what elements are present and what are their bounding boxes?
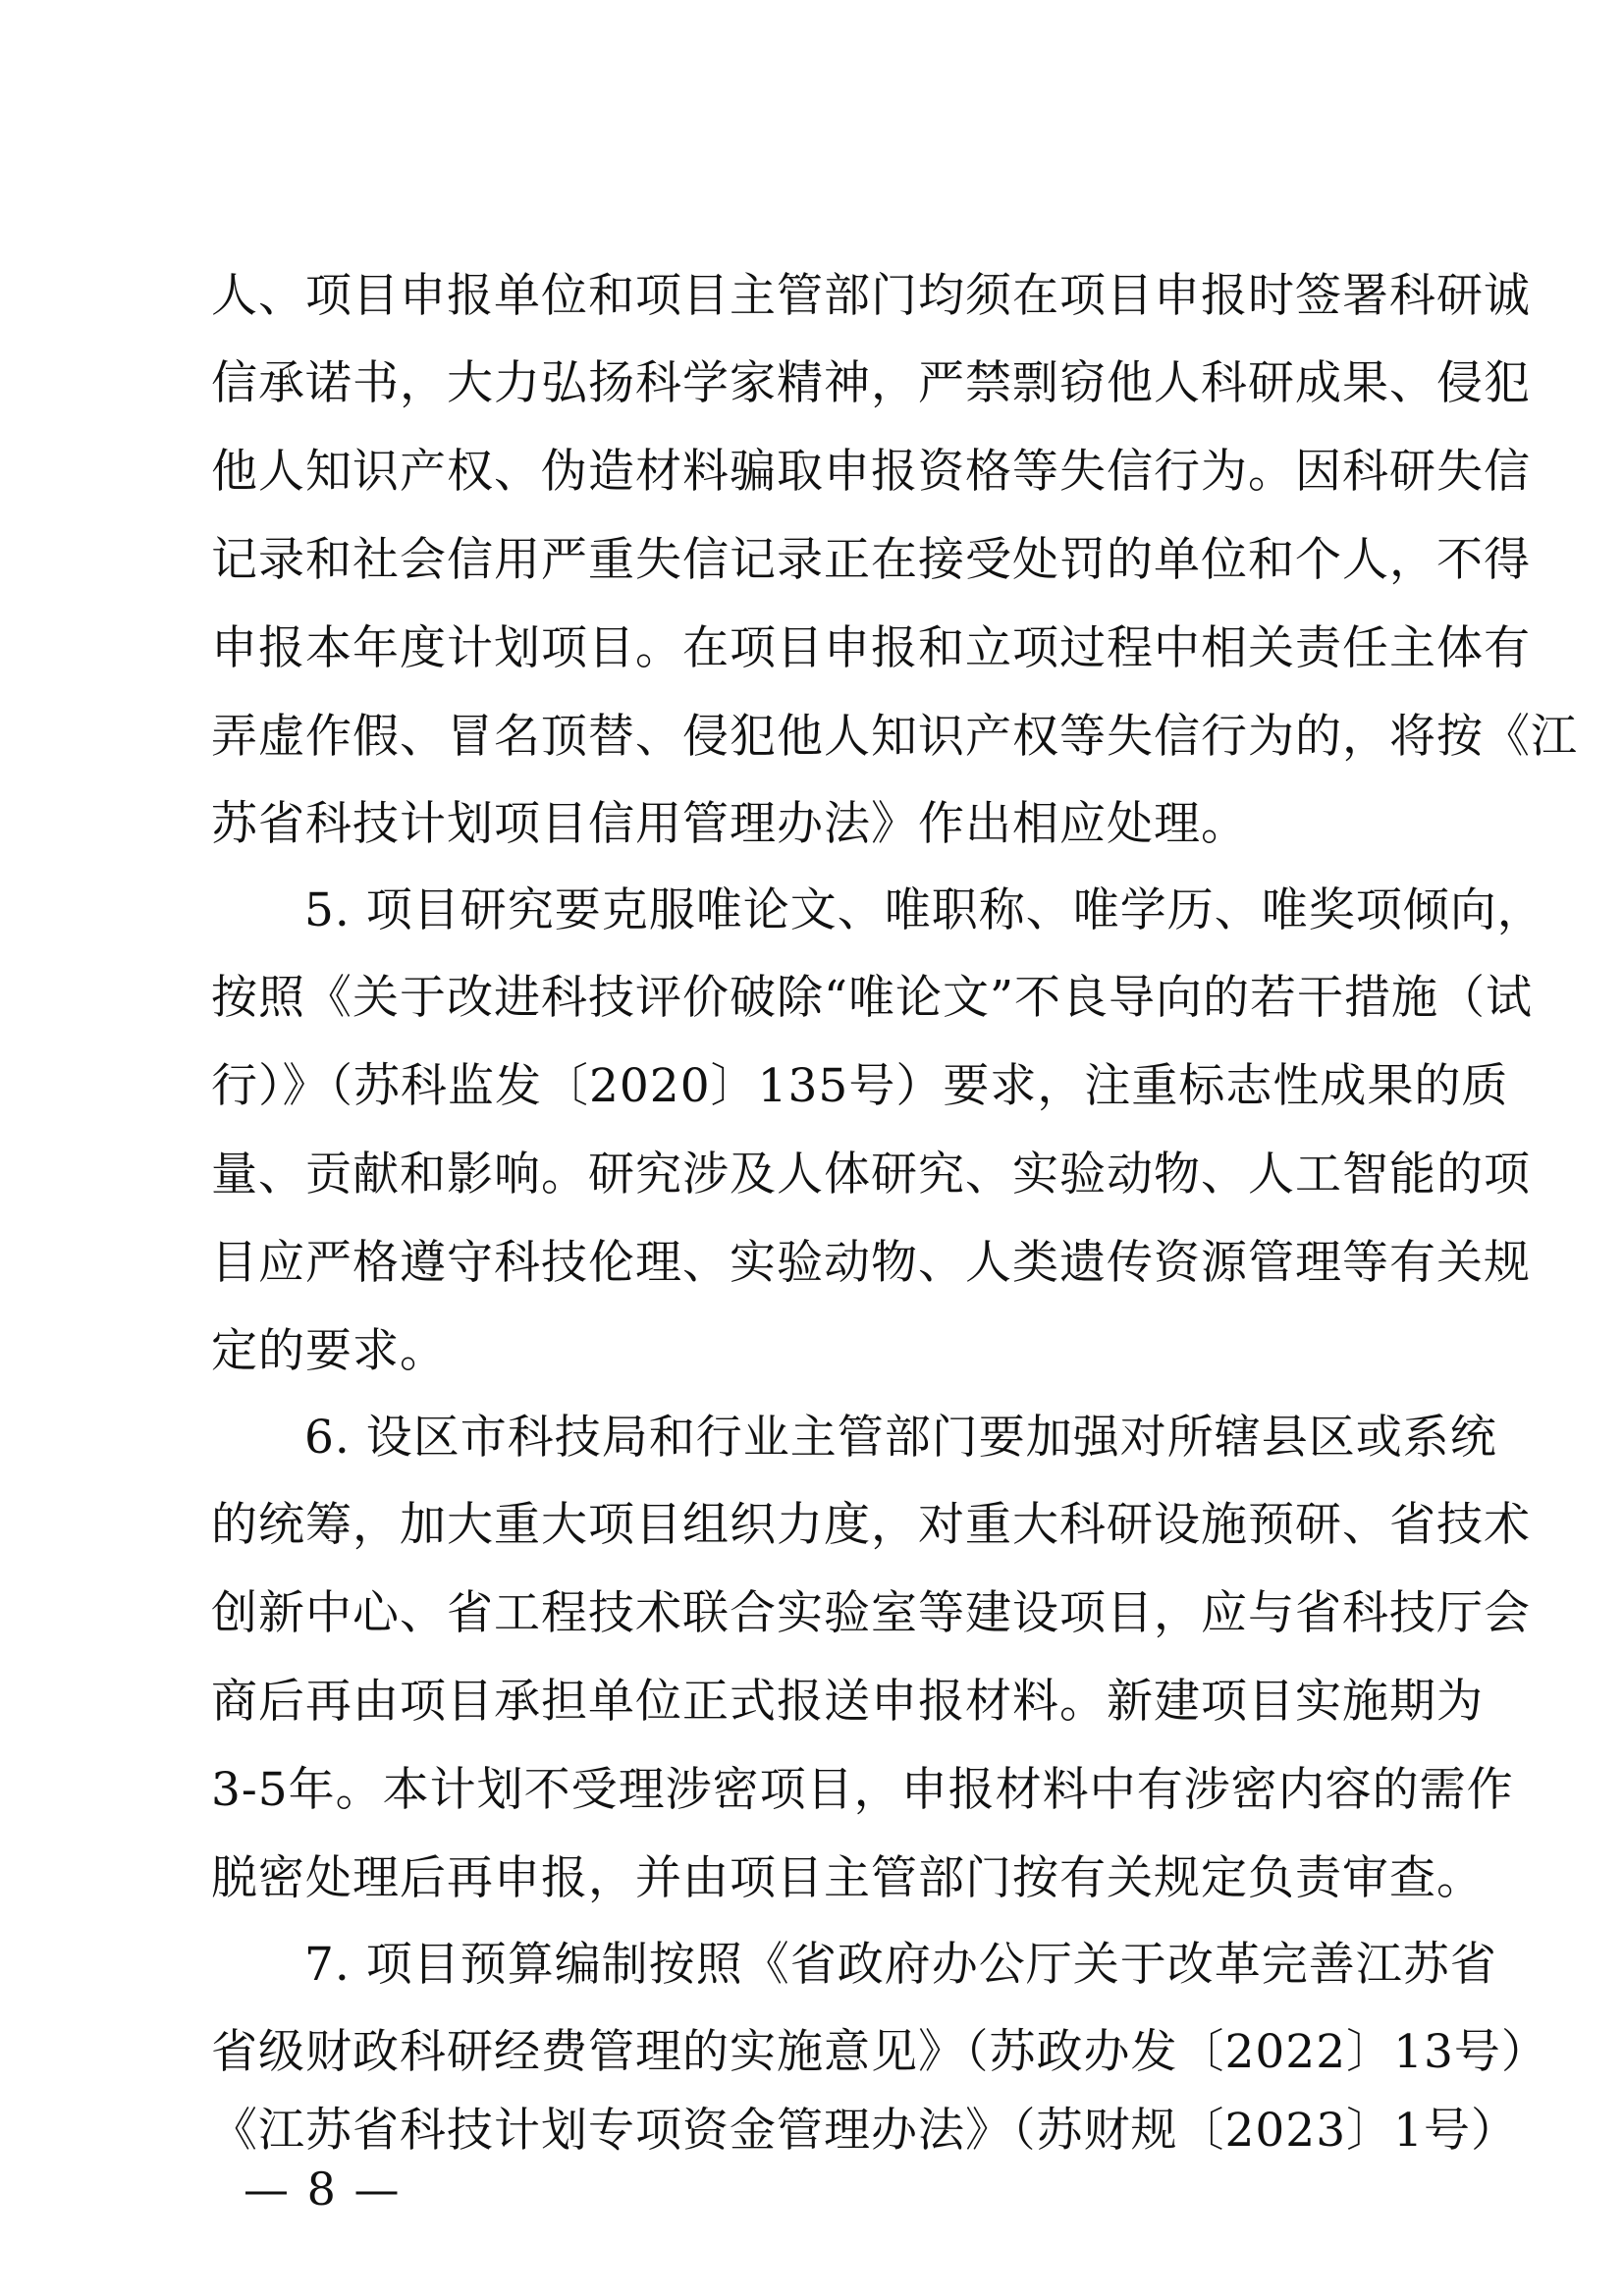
text-line: 申报本年度计划项目。在项目申报和立项过程中相关责任主体有 <box>211 621 1531 675</box>
page-number: — 8 — <box>244 2163 402 2216</box>
text-line: 人、项目申报单位和项目主管部门均须在项目申报时签署科研诚 <box>211 269 1531 323</box>
text-line: 苏省科技计划项目信用管理办法》作出相应处理。 <box>211 797 1248 851</box>
text-line: 记录和社会信用严重失信记录正在接受处罚的单位和个人，不得 <box>211 533 1531 587</box>
text-line: 目应严格遵守科技伦理、实验动物、人类遗传资源管理等有关规 <box>211 1236 1531 1290</box>
text-line: 商后再由项目承担单位正式报送申报材料。新建项目实施期为 <box>211 1675 1484 1729</box>
text-line: 的统筹，加大重大项目组织力度，对重大科研设施预研、省技术 <box>211 1498 1531 1552</box>
text-line: 信承诺书，大力弘扬科学家精神，严禁剽窃他人科研成果、侵犯 <box>211 356 1531 410</box>
text-line: 7. 项目预算编制按照《省政府办公厅关于改革完善江苏省 <box>304 1938 1497 1992</box>
text-line: 6. 设区市科技局和行业主管部门要加强对所辖县区或系统 <box>304 1411 1497 1465</box>
text-line: 5. 项目研究要克服唯论文、唯职称、唯学历、唯奖项倾向， <box>304 883 1544 937</box>
text-line: 他人知识产权、伪造材料骗取申报资格等失信行为。因科研失信 <box>211 445 1531 499</box>
text-line: 定的要求。 <box>211 1324 447 1378</box>
text-line: 量、贡献和影响。研究涉及人体研究、实验动物、人工智能的项 <box>211 1148 1531 1201</box>
text-line: 行）》（苏科监发〔2020〕135号）要求，注重标志性成果的质 <box>211 1059 1509 1113</box>
text-line: 《江苏省科技计划专项资金管理办法》（苏财规〔2023〕1号） <box>211 2104 1519 2158</box>
text-line: 弄虚作假、冒名顶替、侵犯他人知识产权等失信行为的，将按《江 <box>211 710 1578 764</box>
text-line: 脱密处理后再申报，并由项目主管部门按有关规定负责审查。 <box>211 1851 1484 1905</box>
text-line: 省级财政科研经费管理的实施意见》（苏政办发〔2022〕13号） <box>211 2025 1548 2079</box>
text-line: 创新中心、省工程技术联合实验室等建设项目，应与省科技厅会 <box>211 1586 1531 1640</box>
text-line: 按照《关于改进科技评价破除“唯论文”不良导向的若干措施（试 <box>211 971 1534 1025</box>
text-line: 3-5年。本计划不受理涉密项目，申报材料中有涉密内容的需作 <box>211 1763 1514 1817</box>
